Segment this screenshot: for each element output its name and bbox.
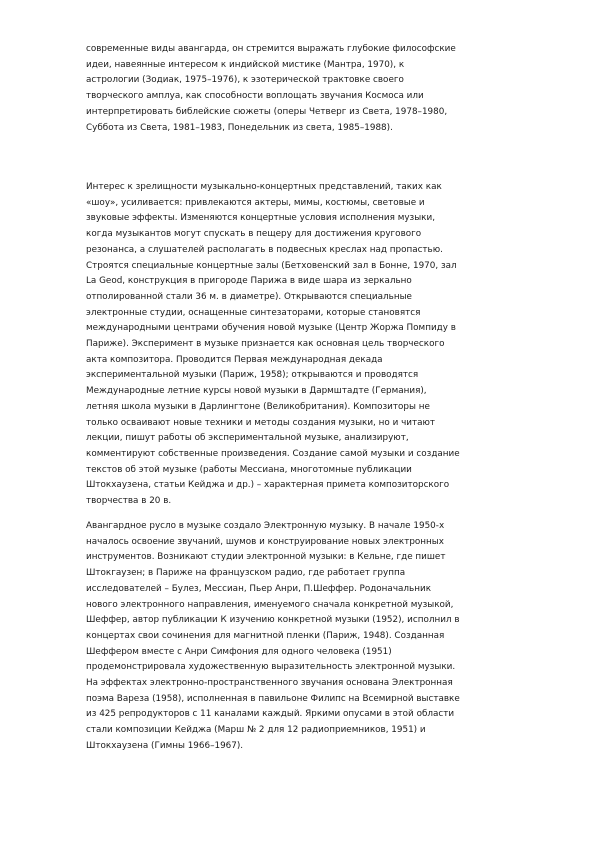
text-line: летняя школа музыки в Дарлингтоне (Великобритания). Композиторы не — [86, 401, 430, 412]
text-line: Суббота из Света, 1981–1983, Понедельник из света, 1985–1988). — [86, 122, 393, 133]
text-line: только осваивают новые техники и методы создания музыки, но и читают — [86, 417, 436, 428]
text-line: творческого амплуа, как способности воплощать звучания Космоса или — [86, 91, 424, 102]
text-line: Шеффер, автор публикации К изучению конкретной музыки (1952), исполнил в — [86, 615, 460, 626]
text-line: электронные студии, оснащенные синтезаторами, которые становятся — [86, 307, 421, 318]
text-line: резонанса, а слушателей располагать в подвесных креслах над пропастью. — [86, 244, 443, 255]
text-line: На эффектах электронно-пространственного звучания основана Электронная — [86, 678, 453, 689]
text-line: звуковые эффекты. Изменяются концертные условия исполнения музыки, — [86, 213, 435, 224]
text-line: нового электронного направления, именуемого сначала конкретной музыкой, — [86, 599, 454, 610]
text-line: современные виды авангарда, он стремится выражать глубокие философские — [86, 44, 456, 54]
text-line: стали композиции Кейджа (Марш № 2 для 12 радиоприемников, 1951) и — [86, 725, 426, 736]
text-line: La Geod, конструкция в пригороде Парижа в виде шара из зеркально — [86, 276, 412, 287]
text-line: комментируют собственные произведения. Создание самой музыки и создание — [86, 448, 460, 459]
text-line: Париже). Эксперимент в музыке признается как основная цель творческого — [86, 339, 445, 350]
text-line: идеи, навеянные интересом к индийской мистике (Мантра, 1970), к — [86, 59, 405, 70]
text-line: началось освоение звучаний, шумов и конструирование новых электронных — [86, 536, 444, 547]
text-line: экспериментальной музыки (Париж, 1958); открываются и проводятся — [86, 370, 419, 381]
text-line: Штокгаузен; в Париже на французском радио, где работает группа — [86, 568, 406, 579]
paragraph-2 — [86, 180, 556, 510]
text-line: концертах свои сочинения для магнитной пленки (Париж, 1948). Созданная — [86, 630, 445, 641]
text-line: лекции, пишут работы об экспериментальной музыке, анализируют, — [86, 433, 409, 444]
text-line: «шоу», усиливается: привлекаются актеры, мимы, костюмы, световые и — [86, 197, 425, 208]
text-line: Авангардное русло в музыке создало Электронную музыку. В начале 1950-х — [86, 521, 445, 531]
text-line: из 425 репродукторов с 11 каналами каждый. Яркими опусами в этой области — [86, 709, 455, 720]
text-line: исследователей – Булез, Мессиан, Пьер Анри, П.Шеффер. Родоначальник — [86, 583, 432, 594]
text-line: текстов об этой музыке (работы Мессиана, многотомные публикации — [86, 464, 412, 475]
text-line: Интерес к зрелищности музыкально-концертных представлений, таких как — [86, 182, 442, 192]
text-line: Штокхаузена, статьи Кейджа и др.) – характерная примета композиторского — [86, 480, 450, 491]
text-line: астрологии (Зодиак, 1975–1976), к эзотерической трактовке своего — [86, 75, 404, 86]
text-line: Шеффером вместе с Анри Симфония для одного человека (1951) — [86, 646, 392, 657]
text-line: поэма Вареза (1958), исполненная в павильоне Филипс на Всемирной выставке — [86, 693, 460, 704]
text-line: Штокхаузена (Гимны 1966–1967). — [86, 740, 244, 751]
text-line: когда музыкантов могут спускать в пещеру для достижения кругового — [86, 229, 422, 240]
text-line: акта композитора. Проводится Первая международная декада — [86, 354, 383, 365]
text-line: международными центрами обучения новой музыке (Центр Жоржа Помпиду в — [86, 323, 456, 334]
text-line: интерпретировать библейские сюжеты (оперы Четверг из Света, 1978–1980, — [86, 106, 448, 117]
text-line: творчества в 20 в. — [86, 496, 172, 507]
text-line: Строятся специальные концертные залы (Бетховенский зал в Бонне, 1970, зал — [86, 260, 457, 271]
paragraph-1 — [86, 42, 556, 136]
text-line: инструментов. Возникают студии электронной музыки: в Кельне, где пишет — [86, 552, 446, 563]
text-line: Международные летние курсы новой музыки в Дармштадте (Германия), — [86, 386, 427, 397]
paragraph-3 — [86, 519, 556, 755]
text-line: продемонстрировала художественную выразительность электронной музыки. — [86, 662, 456, 673]
text-line: отполированной стали 36 м. в диаметре). Открываются специальные — [86, 291, 412, 302]
